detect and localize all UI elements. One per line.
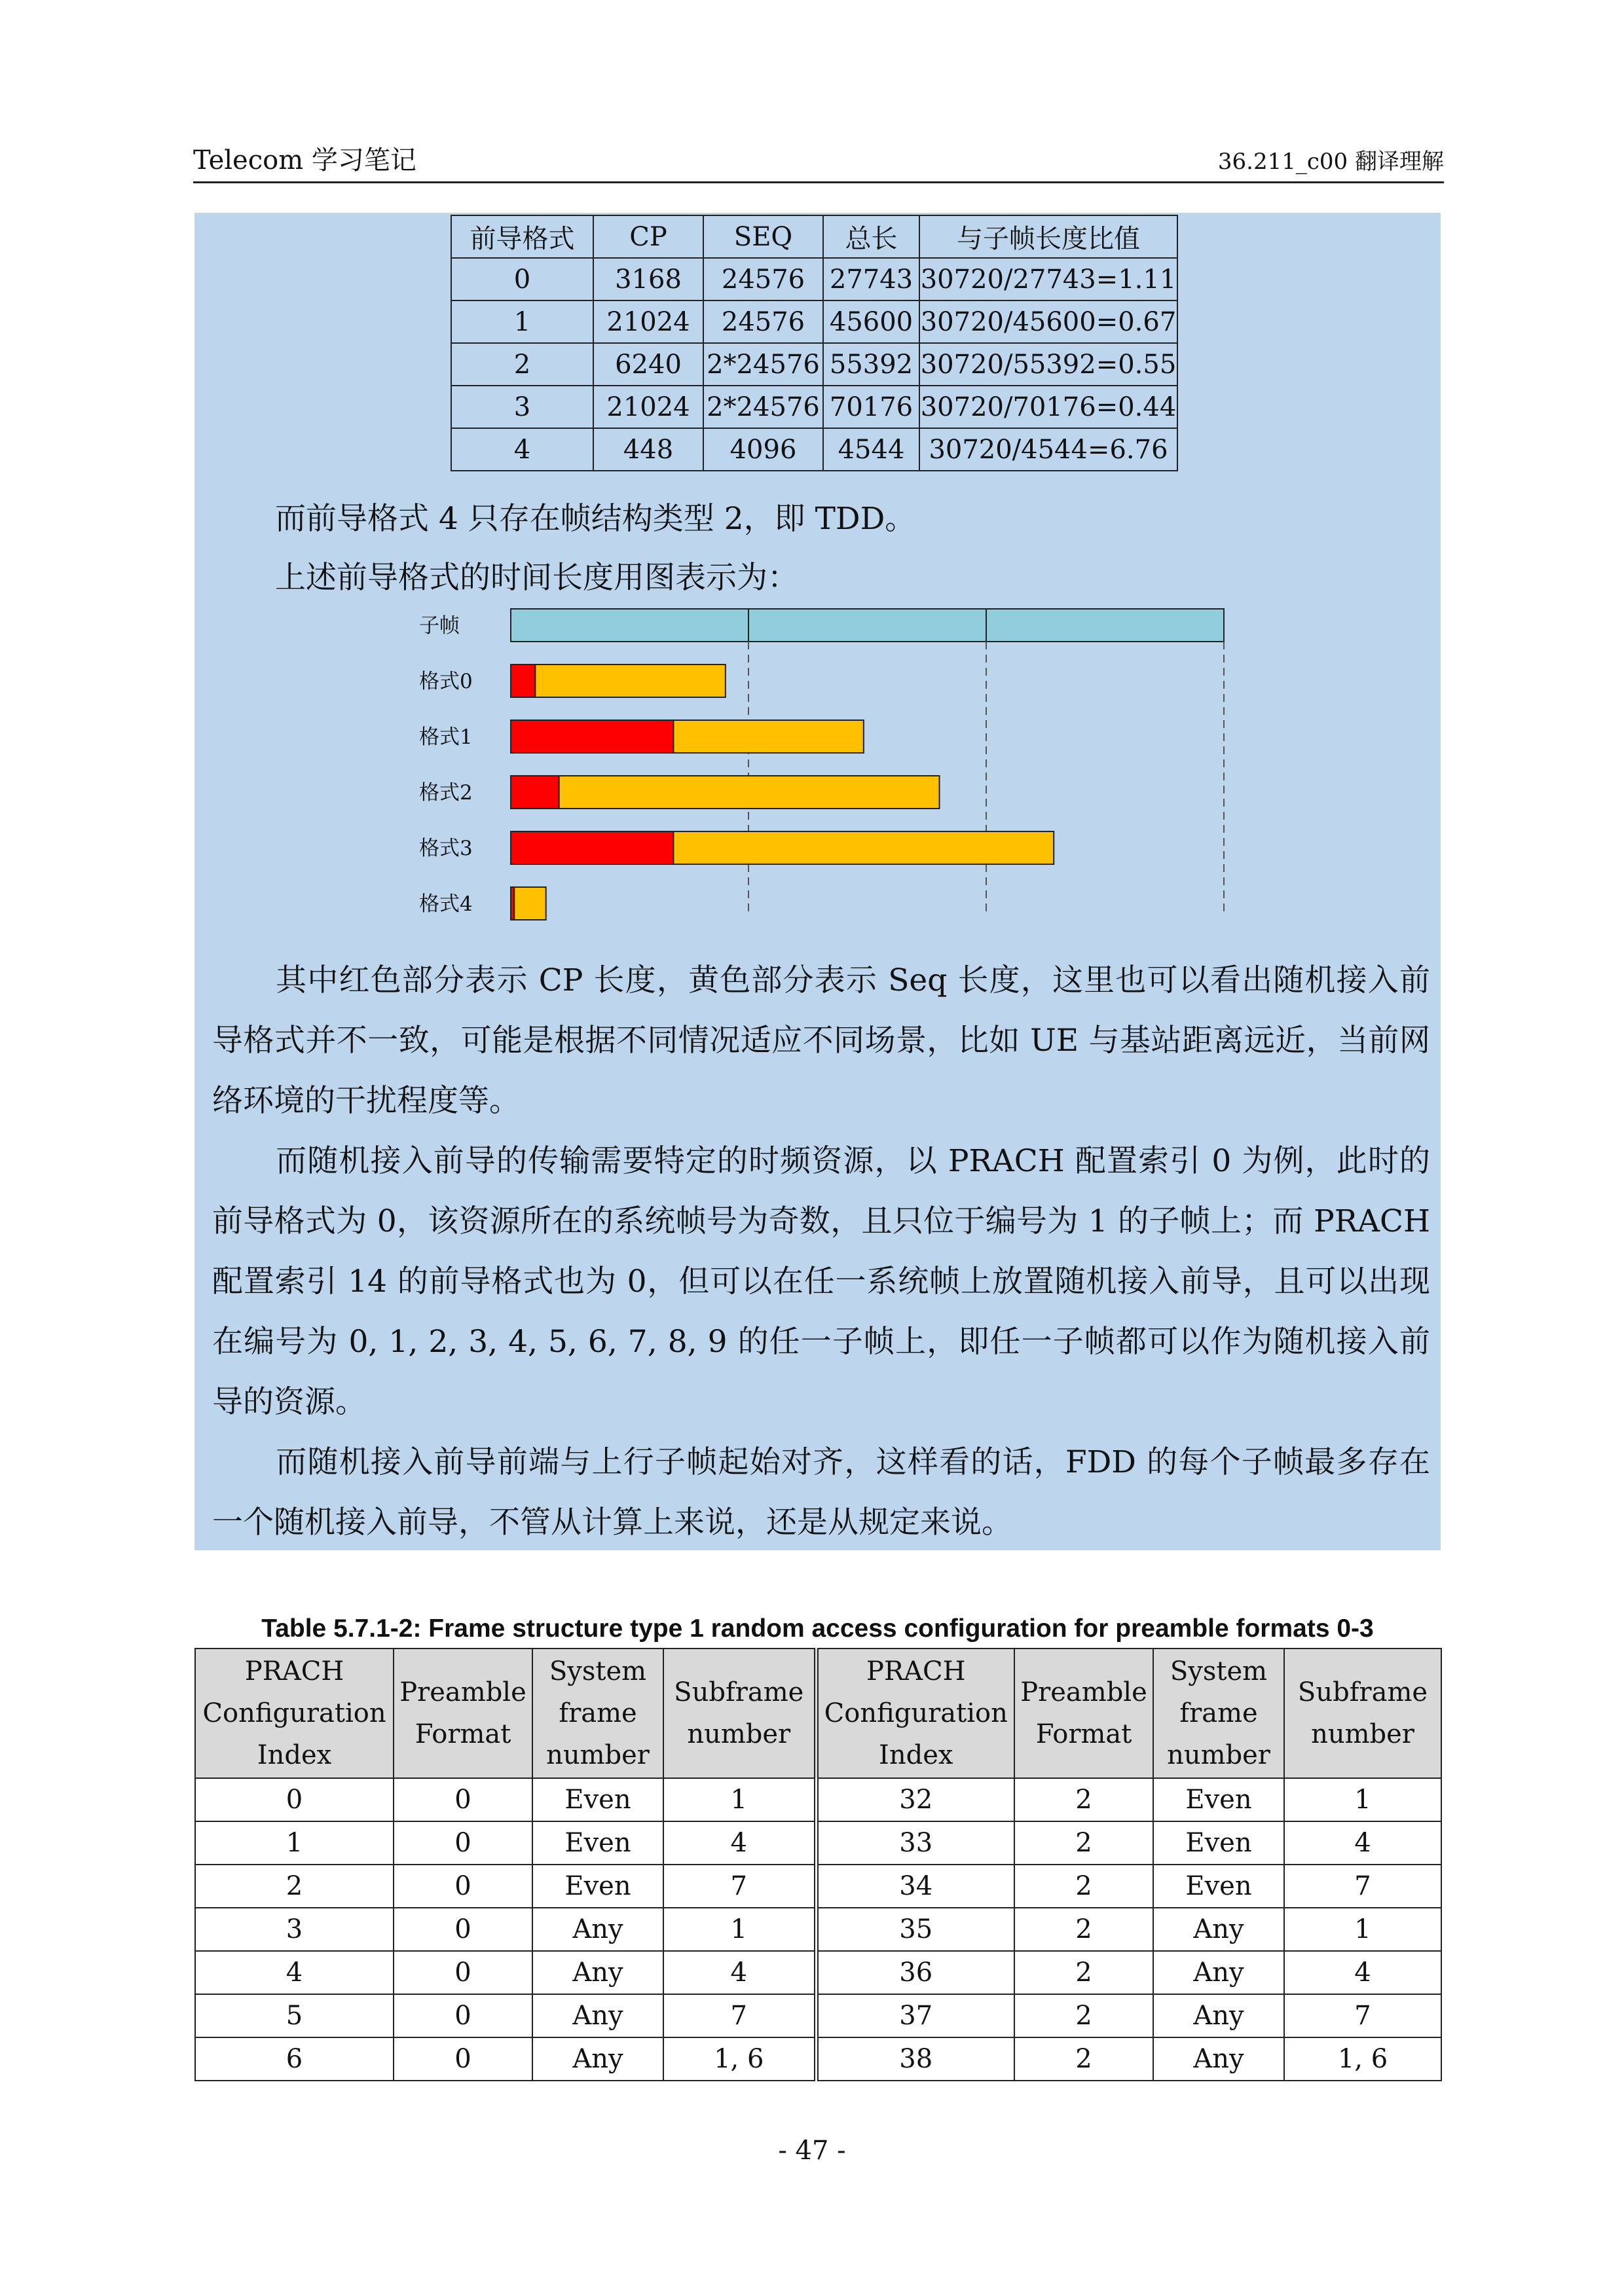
cell: Even [532, 1821, 663, 1865]
cell: 4 [195, 1951, 394, 1994]
cell: Any [1153, 1951, 1284, 1994]
cell: 0 [394, 1994, 532, 2037]
cell: Even [1153, 1865, 1284, 1908]
cell: 7 [1284, 1865, 1441, 1908]
cell: 4096 [703, 428, 823, 471]
cell: 55392 [823, 343, 919, 386]
bar-seq-1 [673, 720, 863, 753]
cell: 32 [816, 1778, 1014, 1821]
header-cell: 总长 [823, 215, 919, 258]
table-header-row [451, 215, 1177, 258]
cell: 0 [394, 1865, 532, 1908]
cell: 37 [816, 1994, 1014, 2037]
cell: Even [532, 1778, 663, 1821]
cell: 21024 [593, 386, 703, 428]
cell: 2 [1014, 1821, 1153, 1865]
cell: 30720/45600=0.67 [919, 301, 1177, 343]
cell: 0 [195, 1778, 394, 1821]
cell: 3168 [593, 258, 703, 301]
cell: Even [532, 1865, 663, 1908]
cell: 0 [451, 258, 593, 301]
cell: 7 [663, 1994, 816, 2037]
cell: 0 [394, 1821, 532, 1865]
cell: 1 [1284, 1778, 1441, 1821]
cell: 36 [816, 1951, 1014, 1994]
bar-cp-1 [511, 720, 673, 753]
cell: 21024 [593, 301, 703, 343]
cell: 3 [195, 1908, 394, 1951]
paragraph-3 [212, 1432, 1430, 1553]
cell: 30720/4544=6.76 [919, 428, 1177, 471]
cell: 70176 [823, 386, 919, 428]
cell: Any [1153, 2037, 1284, 2081]
cell: 30720/55392=0.55 [919, 343, 1177, 386]
cell: 34 [816, 1865, 1014, 1908]
cell: 24576 [703, 258, 823, 301]
cell: 1 [1284, 1908, 1441, 1951]
chart-label-subframe: 子帧 [419, 614, 460, 638]
table-row [451, 301, 1177, 343]
header-cell: System frame number [532, 1649, 663, 1778]
cell: Any [532, 1951, 663, 1994]
header-cell: PRACH Configuration Index [816, 1649, 1014, 1778]
header-cell: Subframe number [663, 1649, 816, 1778]
cell: Even [1153, 1821, 1284, 1865]
cell: 24576 [703, 301, 823, 343]
bar-seq-3 [673, 831, 1054, 864]
cell: 2 [1014, 1778, 1153, 1821]
cell: 2 [195, 1865, 394, 1908]
cell: 4544 [823, 428, 919, 471]
header-cell: 与子帧长度比值 [919, 215, 1177, 258]
header-cell: SEQ [703, 215, 823, 258]
cell: 1 [663, 1908, 816, 1951]
header-cell: Preamble Format [394, 1649, 532, 1778]
cell: 2 [1014, 1994, 1153, 2037]
cell: 1, 6 [1284, 2037, 1441, 2081]
cell: Any [532, 1908, 663, 1951]
cell: 30720/27743=1.11 [919, 258, 1177, 301]
cell: 2*24576 [703, 386, 823, 428]
bar-cp-3 [511, 831, 673, 864]
header-cell: CP [593, 215, 703, 258]
preamble-timing-chart [393, 589, 1244, 943]
chart-label-format-1: 格式1 [419, 725, 473, 749]
cell: 6 [195, 2037, 394, 2081]
cell: Even [1153, 1778, 1284, 1821]
subframe-bar [511, 609, 748, 642]
cell: 38 [816, 2037, 1014, 2081]
table2-caption: Table 5.7.1-2: Frame structure type 1 random access configuration for preamble formats 0-3 [261, 1614, 1374, 1643]
header-cell: Preamble Format [1014, 1649, 1153, 1778]
cell: 2 [451, 343, 593, 386]
bar-seq-0 [535, 665, 725, 697]
bar-cp-0 [511, 665, 535, 697]
table-row [451, 343, 1177, 386]
cell: Any [1153, 1994, 1284, 2037]
chart-label-format-4: 格式4 [419, 892, 473, 916]
chart-svg [393, 589, 1244, 943]
cell: Any [532, 2037, 663, 2081]
cell: 2 [1014, 1908, 1153, 1951]
preamble-format-table [451, 215, 1178, 471]
text-line-1: 而前导格式 4 只存在帧结构类型 2，即 TDD。 [275, 501, 916, 537]
cell: 27743 [823, 258, 919, 301]
text-line-2: 上述前导格式的时间长度用图表示为： [275, 560, 798, 596]
cell: 0 [394, 1908, 532, 1951]
bar-cp-2 [511, 776, 559, 809]
cell: 4 [1284, 1951, 1441, 1994]
cell: 30720/70176=0.44 [919, 386, 1177, 428]
cell: 35 [816, 1908, 1014, 1951]
cell: 33 [816, 1821, 1014, 1865]
subframe-bar [748, 609, 986, 642]
cell: 2 [1014, 2037, 1153, 2081]
table-row [195, 1951, 1441, 1994]
table-row [451, 386, 1177, 428]
cell: Any [532, 1994, 663, 2037]
header-cell: Subframe number [1284, 1649, 1441, 1778]
table-header-row [195, 1649, 1441, 1778]
cell: Any [1153, 1908, 1284, 1951]
cell: 45600 [823, 301, 919, 343]
cell: 1 [663, 1778, 816, 1821]
cell: 4 [1284, 1821, 1441, 1865]
paragraph-3-text: 而随机接入前导前端与上行子帧起始对齐，这样看的话，FDD 的每个子帧最多存在一个随机接入前导，不管从计算上来说，还是从规定来说。 [212, 1444, 1430, 1540]
header-cell: PRACH Configuration Index [195, 1649, 394, 1778]
cell: 1 [195, 1821, 394, 1865]
paragraph-1 [212, 951, 1430, 1131]
table-row [195, 1778, 1441, 1821]
table-row [195, 1908, 1441, 1951]
cell: 2*24576 [703, 343, 823, 386]
chart-label-format-2: 格式2 [419, 781, 473, 805]
cell: 7 [663, 1865, 816, 1908]
cell: 7 [1284, 1994, 1441, 2037]
bar-seq-2 [559, 776, 940, 809]
table-row [195, 1865, 1441, 1908]
cell: 5 [195, 1994, 394, 2037]
prach-config-table [194, 1648, 1442, 2081]
cell: 6240 [593, 343, 703, 386]
cell: 2 [1014, 1951, 1153, 1994]
header-right: 36.211_c00 翻译理解 [1217, 149, 1444, 175]
chart-label-format-3: 格式3 [419, 837, 473, 860]
table-row [451, 258, 1177, 301]
cell: 0 [394, 2037, 532, 2081]
table-row [195, 1821, 1441, 1865]
page-header [193, 134, 1444, 183]
cell: 4 [663, 1951, 816, 1994]
paragraph-2-text: 而随机接入前导的传输需要特定的时频资源，以 PRACH 配置索引 0 为例，此时的前导格式为 0，该资源所在的系统帧号为奇数，且只位于编号为 1 的子帧上；而 PRACH 配置索引 14 的前导格式也为 0，但可以在任一系统帧上放置随机接入前导，且可以出现在编号为 0, 1, 2, 3, 4, 5, 6, 7, 8, 9 的任一子帧上，即任一子帧都可以作为随机接入前导的资源。 [212, 1143, 1430, 1420]
cell: 3 [451, 386, 593, 428]
paragraph-1-text: 其中红色部分表示 CP 长度，黄色部分表示 Seq 长度，这里也可以看出随机接入前导格式并不一致，可能是根据不同情况适应不同场景，比如 UE 与基站距离远近，当前网络环境的干扰程度等。 [212, 962, 1430, 1119]
cell: 448 [593, 428, 703, 471]
chart-label-format-0: 格式0 [419, 670, 473, 693]
bar-seq-4 [514, 887, 545, 920]
cell: 0 [394, 1951, 532, 1994]
header-left: Telecom 学习笔记 [193, 145, 416, 175]
header-cell: System frame number [1153, 1649, 1284, 1778]
table-row [195, 2037, 1441, 2081]
header-cell: 前导格式 [451, 215, 593, 258]
cell: 2 [1014, 1865, 1153, 1908]
cell: 0 [394, 1778, 532, 1821]
cell: 1 [451, 301, 593, 343]
cell: 4 [663, 1821, 816, 1865]
cell: 1, 6 [663, 2037, 816, 2081]
paragraph-2 [212, 1131, 1430, 1432]
table-row [195, 1994, 1441, 2037]
cell: 4 [451, 428, 593, 471]
page-number: - 47 - [778, 2136, 846, 2166]
subframe-bar [986, 609, 1224, 642]
table-row [451, 428, 1177, 471]
